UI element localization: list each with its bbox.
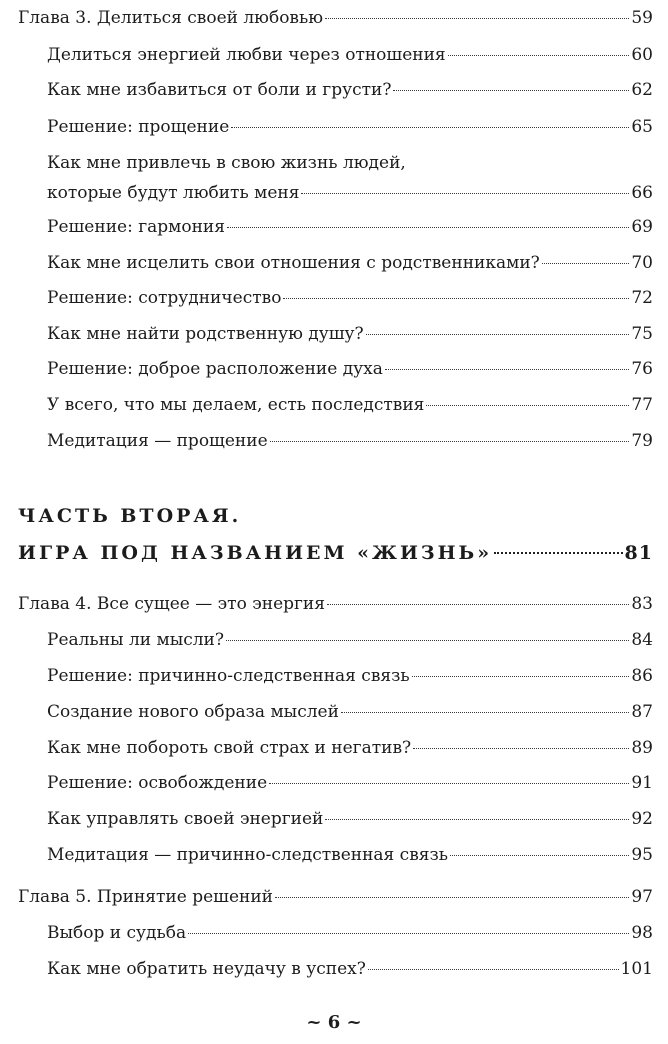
toc-item[interactable] [47,921,653,945]
dot-leader [413,748,629,749]
dot-leader [227,227,629,228]
page-number: 75 [631,324,653,344]
page-number: 59 [631,8,653,28]
page-number: 83 [631,594,653,614]
dot-leader [494,552,622,554]
item-title: Реальны ли мысли? [47,630,225,650]
dot-leader [366,334,630,335]
dot-leader [426,405,629,406]
toc-item[interactable] [47,736,653,760]
chapter-title: Глава 4. Все сущее — это энергия [18,594,325,614]
toc-item[interactable] [47,251,653,275]
toc-item[interactable] [47,843,653,867]
chapter-title: Глава 3. Делиться своей любовью [18,8,324,28]
toc-item[interactable] [47,43,653,67]
toc-item[interactable] [47,771,653,795]
page-number: 65 [631,117,653,137]
item-title: Как управлять своей энергией [47,809,324,829]
item-title: Как мне исцелить свои отношения с родственниками? [47,253,540,273]
dot-leader [325,18,629,19]
page-number: 62 [631,80,653,100]
page-number: 72 [631,288,653,308]
item-title: Медитация — причинно-следственная связь [47,845,449,865]
page-number: 92 [631,809,653,829]
page-number: 60 [631,45,653,65]
dot-leader [275,897,629,898]
item-title: Делиться энергией любви через отношения [47,45,446,65]
part-title-line1: ЧАСТЬ ВТОРАЯ. [18,505,242,527]
dot-leader [327,604,629,605]
page-number: 91 [631,773,653,793]
item-title: Как мне избавиться от боли и грусти? [47,80,392,100]
dot-leader [393,90,629,91]
toc-item[interactable] [47,215,653,239]
item-title: Как мне обратить неудачу в успех? [47,959,366,979]
page-number: 66 [631,183,653,203]
item-title: Решение: сотрудничество [47,288,282,308]
toc-item[interactable] [47,807,653,831]
page-number: 97 [631,887,653,907]
toc-item[interactable] [47,357,653,381]
dot-leader [269,783,629,784]
page-number: 101 [620,959,653,979]
page-number: 84 [631,630,653,650]
page-number: 77 [631,395,653,415]
page-number: 69 [631,217,653,237]
dot-leader [368,969,619,970]
toc-item[interactable] [47,664,653,688]
toc-item[interactable] [47,957,653,981]
dot-leader [542,263,630,264]
page-number: 70 [631,253,653,273]
dot-leader [270,441,630,442]
item-title: Решение: гармония [47,217,225,237]
dot-leader [283,298,629,299]
chapter-5-entry[interactable] [18,885,653,909]
toc-item[interactable] [47,286,653,310]
toc-item[interactable] [47,115,653,139]
dot-leader [325,819,629,820]
page-number: 76 [631,359,653,379]
item-title: Как мне побороть свой страх и негатив? [47,738,412,758]
toc-item[interactable] [47,78,653,102]
item-title: Медитация — прощение [47,431,268,451]
toc-item[interactable] [47,429,653,453]
dot-leader [231,127,629,128]
item-title: Как мне найти родственную душу? [47,324,364,344]
dot-leader [385,369,629,370]
chapter-4-entry[interactable] [18,592,653,616]
page-number: 81 [624,542,653,564]
item-title: Создание нового образа мыслей [47,702,339,722]
toc-item[interactable] [47,393,653,417]
page-number: 98 [631,923,653,943]
dot-leader [301,193,629,194]
item-title: Решение: прощение [47,117,230,137]
page-number: 87 [631,702,653,722]
item-title-line2: которые будут любить меня [47,183,300,203]
toc-item[interactable] [47,322,653,346]
page-number: 89 [631,738,653,758]
item-title: Решение: причинно-следственная связь [47,666,410,686]
page-number: 79 [631,431,653,451]
dot-leader [226,640,629,641]
dot-leader [448,55,630,56]
page-number: 86 [631,666,653,686]
toc-item-multiline[interactable] [47,151,653,205]
item-title: Решение: освобождение [47,773,268,793]
dot-leader [341,712,629,713]
chapter-3-entry[interactable] [18,6,653,30]
dot-leader [412,676,630,677]
toc-item[interactable] [47,628,653,652]
item-title: У всего, что мы делаем, есть последствия [47,395,425,415]
dot-leader [450,855,629,856]
part-title-line2: ИГРА ПОД НАЗВАНИЕМ «ЖИЗНЬ» [18,542,493,564]
page-number: 95 [631,845,653,865]
item-title: Решение: доброе расположение духа [47,359,383,379]
item-title-line1: Как мне привлечь в свою жизнь людей, [47,153,406,173]
dot-leader [188,933,629,934]
item-title: Выбор и судьба [47,923,187,943]
toc-item[interactable] [47,700,653,724]
part-two-heading[interactable] [18,503,653,566]
page-footer-number: ~ 6 ~ [306,1012,362,1033]
chapter-title: Глава 5. Принятие решений [18,887,274,907]
